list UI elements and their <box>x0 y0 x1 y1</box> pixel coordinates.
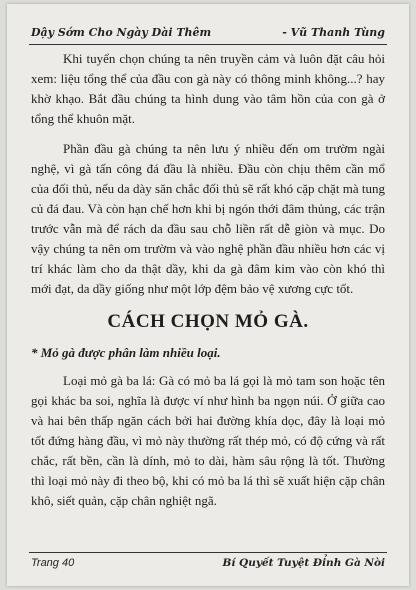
running-footer <box>31 557 385 573</box>
section-title: CÁCH CHỌN MỎ GÀ. <box>107 311 309 332</box>
paragraph-1: Khi tuyển chọn chúng ta nên truyền cảm và luôn đặt câu hỏi xem: liệu tổng thể của đầu con gà này có thông minh không...? hay khờ khạo. Bắt đầu chúng ta hình dung vào tâm hồn của con gà ở tổng thể khuôn mặt. <box>31 51 385 126</box>
running-header <box>31 26 385 44</box>
paragraph-3: Loại mỏ gà ba lá: Gà có mỏ ba lá gọi là mỏ tam son hoặc tên gọi khác ba soi, nghĩa là được ví như hình ba ngọn núi. Ở giữa cao và hai bên thấp ngăn cách bởi hai đường khía dọc, đây là loại mỏ tốt đứng hàng đầu, vì mỏ này thường rất thép mỏ, có độ cứng và rất chắc, rất bền, cần là dính, mỏ to dài, hàm sâu rộng là tốt. Thường thì loại mỏ này đi theo bộ, khi có mỏ ba lá thì sẽ xuất hiện cặp chân khô, siết quản, cặp chân nghiệt ngã. <box>31 373 385 508</box>
book-page <box>7 4 409 586</box>
footer-rule <box>29 552 387 553</box>
header-rule <box>29 44 387 45</box>
header-book-title: Dậy Sớm Cho Ngày Dài Thêm <box>31 26 212 39</box>
page-number: Trang 40 <box>31 557 75 569</box>
subheading: * Mỏ gà được phân làm nhiều loại. <box>31 345 221 360</box>
footer-book-title: Bí Quyết Tuyệt Đỉnh Gà Nòi <box>222 557 385 569</box>
header-author: - Vũ Thanh Tùng <box>282 26 385 39</box>
page-body <box>31 49 385 511</box>
paragraph-2: Phần đầu gà chúng ta nên lưu ý nhiều đến om trườm ngài nghệ, vì gà tấn công đá đầu là nhiều. Đầu còn chịu thêm cần mổ của đối thủ, nếu da dày săn chắc đối thủ sẽ rất khó cặp chặt mà tung củ đá đau. Và còn hạn chế hơn khi bị ngón thới đâm thủng, các trận trước vẫn mà để rách da đầu sau chỗ liền rất dễ giòn và mục. Do vậy chúng ta nên om trườm và vào nghệ phần đầu nhiều hơn các vị trí khác làm cho da thật dầy, khi da gà đâm kim vào còn khó thì mới đạt, da dầy giống như một lớp đệm bảo vệ xương cực tốt. <box>31 141 385 296</box>
